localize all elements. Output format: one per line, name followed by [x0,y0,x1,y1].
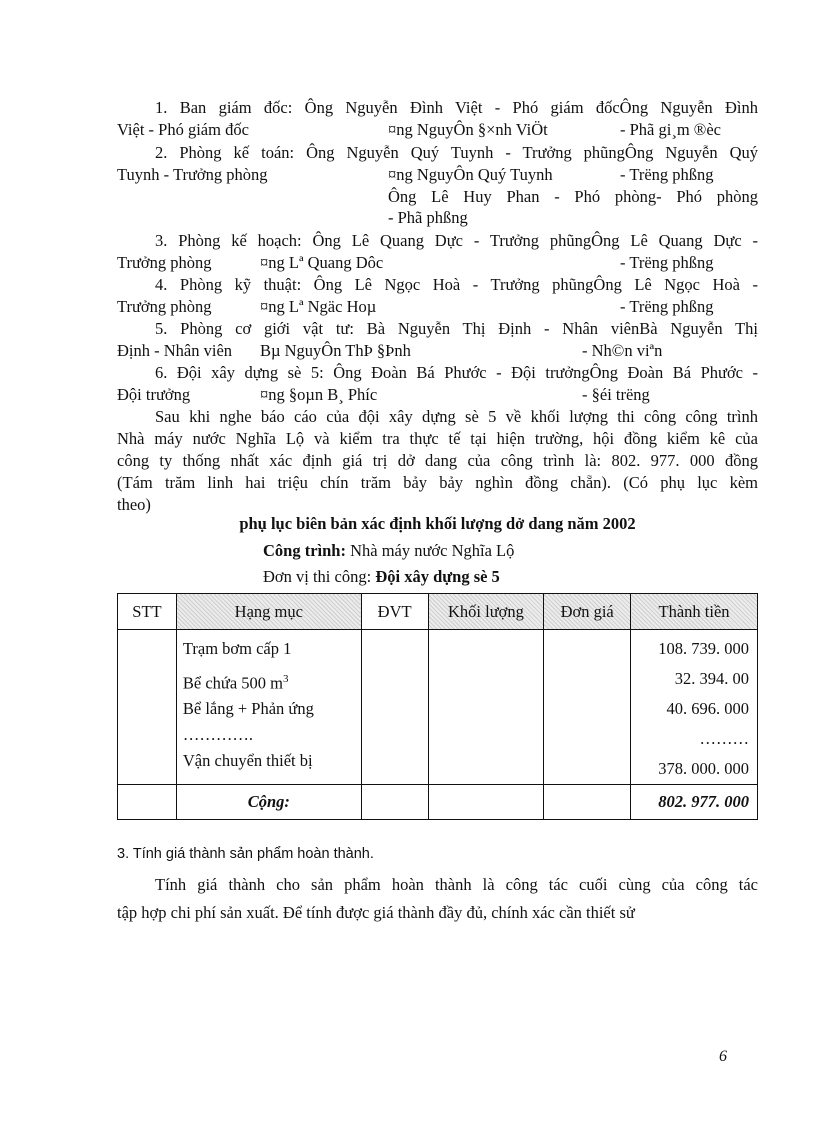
para1-line-1: Sau khi nghe báo cáo của đội xây dựng sè 5 về khối lượng thi công công trình [155,407,758,426]
header-thanh-tien: Thành tiền [631,594,758,630]
total-label: Cộng: [176,785,361,820]
member-1-garbled-role: - Phã gi¸m ®èc [620,120,721,139]
para1-line-3: công ty thống nhất xác định giá trị dở dang của công trình là: 802. 977. 000 đồng [117,451,758,470]
member-6-garbled-role: - §éi trëng [582,385,650,404]
member-5-cont [117,340,758,362]
member-2-line: 2. Phòng kế toán: Ông Nguyễn Quý Tuynh - Trưởng phũngÔng Nguyễn Quý [155,143,758,162]
member-6-role: Đội trưởng [117,385,191,404]
member-4-garbled: ¤ng Lª Ngäc Hoµ [260,297,377,316]
khoi-luong-cell [428,630,544,785]
item-be-chua-sup: 3 [283,673,289,685]
member-5-garbled: Bµ NguyÔn ThÞ §Þnh [260,341,411,360]
member-1-role: Việt - Phó giám đốc [117,120,249,139]
amounts-cell [631,630,758,785]
member-1-garbled: ¤ng NguyÔn §×nh ViÖt [388,120,548,139]
project-value: Nhà máy nước Nghĩa Lộ [350,541,515,560]
para1-line-5: theo) [117,495,151,514]
member-5-role: Định - Nhân viên [117,341,233,360]
para1-line-2: Nhà máy nước Nghĩa Lộ và kiểm tra thực tế tại hiện trường, hội đồng kiểm kê của [117,429,758,448]
dvt-cell [361,630,428,785]
member-1-line: 1. Ban giám đốc: Ông Nguyễn Đình Việt - Phó giám đốcÔng Nguyễn Đình [155,98,758,117]
member-3-line: 3. Phòng kế hoạch: Ông Lê Quang Dực - Trưởng phũngÔng Lê Quang Dực - [155,231,758,250]
amount-5: 378. 000. 000 [658,759,749,778]
amount-3: 40. 696. 000 [666,699,749,718]
item-be-lang: Bể lắng + Phản ứng [182,699,314,718]
member-3-cont [117,252,758,274]
member-3-garbled-role: - Trëng phßng [620,253,714,272]
header-hang-muc: Hạng mục [176,594,361,630]
member-6-garbled: ¤ng §oµn B¸ Phíc [260,385,378,404]
member-6-line: 6. Đội xây dựng sè 5: Ông Đoàn Bá Phước - Đội trưởngÔng Đoàn Bá Phước - [155,363,758,382]
member-2-deputy-garbled: - Phã phßng [388,208,468,227]
don-gia-cell [544,630,631,785]
contractor-value: Đội xây dựng sè 5 [375,567,500,586]
appendix-title: phụ lục biên bản xác định khối lượng dở dang năm 2002 [239,514,636,533]
contractor-label: Đơn vị thi công: [263,567,372,586]
para1-line-4: (Tám trăm linh hai triệu chín trăm bảy bảy nghìn đồng chẵn). (Có phụ lục kèm [117,473,758,492]
total-empty-3 [544,785,631,820]
para2-line-2: tập hợp chi phí sản xuất. Để tính được giá thành đầy đủ, chính xác cần thiết sử [117,903,635,922]
member-5-garbled-role: - Nh©n viªn [582,341,663,360]
item-tram-bom: Trạm bơm cấp 1 [182,639,292,658]
header-khoi-luong: Khối lượng [428,594,544,630]
item-be-chua-text: Bể chứa 500 m [182,673,284,693]
member-6-cont [117,384,758,406]
member-1-cont [117,119,758,141]
appendix-table [117,593,758,820]
member-4-line: 4. Phòng kỹ thuật: Ông Lê Ngọc Hoà - Trưởng phũngÔng Lê Ngọc Hoà - [155,275,758,294]
table-header-row [118,594,758,630]
header-stt: STT [118,594,177,630]
member-2-cont [117,164,758,186]
total-empty-1 [361,785,428,820]
item-ellipsis: …………. [182,725,254,744]
item-van-chuyen: Vận chuyển thiết bị [182,751,313,770]
member-2-deputy: Ông Lê Huy Phan - Phó phòng- Phó phòng [388,187,758,206]
para2-line-1: Tính giá thành cho sản phẩm hoàn thành là công tác cuối cùng của công tác [155,875,758,894]
total-stt [118,785,177,820]
contractor-line [263,566,723,588]
member-4-role: Trưởng phòng [117,297,212,316]
amount-2: 32. 394. 00 [674,669,749,688]
stt-cell [118,630,177,785]
member-2-role: Tuynh - Trưởng phòng [117,165,268,184]
section-heading: 3. Tính giá thành sản phẩm hoàn thành. [117,846,374,862]
member-2-garbled: ¤ng NguyÔn Quý Tuynh [388,165,553,184]
member-2-garbled-role: - Trëng phßng [620,165,714,184]
items-cell [176,630,361,785]
total-row [118,785,758,820]
total-empty-2 [428,785,544,820]
table-row [118,630,758,785]
project-line [263,540,723,562]
total-value: 802. 977. 000 [631,785,758,820]
header-dvt: ĐVT [361,594,428,630]
amount-ellipsis: ……… [699,729,749,748]
member-3-role: Trưởng phòng [117,253,212,272]
item-be-chua [183,664,361,694]
project-label: Công trình: [263,541,346,560]
page-number: 6 [719,1048,727,1065]
header-don-gia: Đơn giá [544,594,631,630]
amount-1: 108. 739. 000 [658,639,749,658]
member-5-line: 5. Phòng cơ giới vật tư: Bà Nguyễn Thị Định - Nhân viênBà Nguyễn Thị [155,319,758,338]
member-4-garbled-role: - Trëng phßng [620,297,714,316]
member-4-cont [117,296,758,318]
member-3-garbled: ¤ng Lª Quang Dôc [260,253,384,272]
